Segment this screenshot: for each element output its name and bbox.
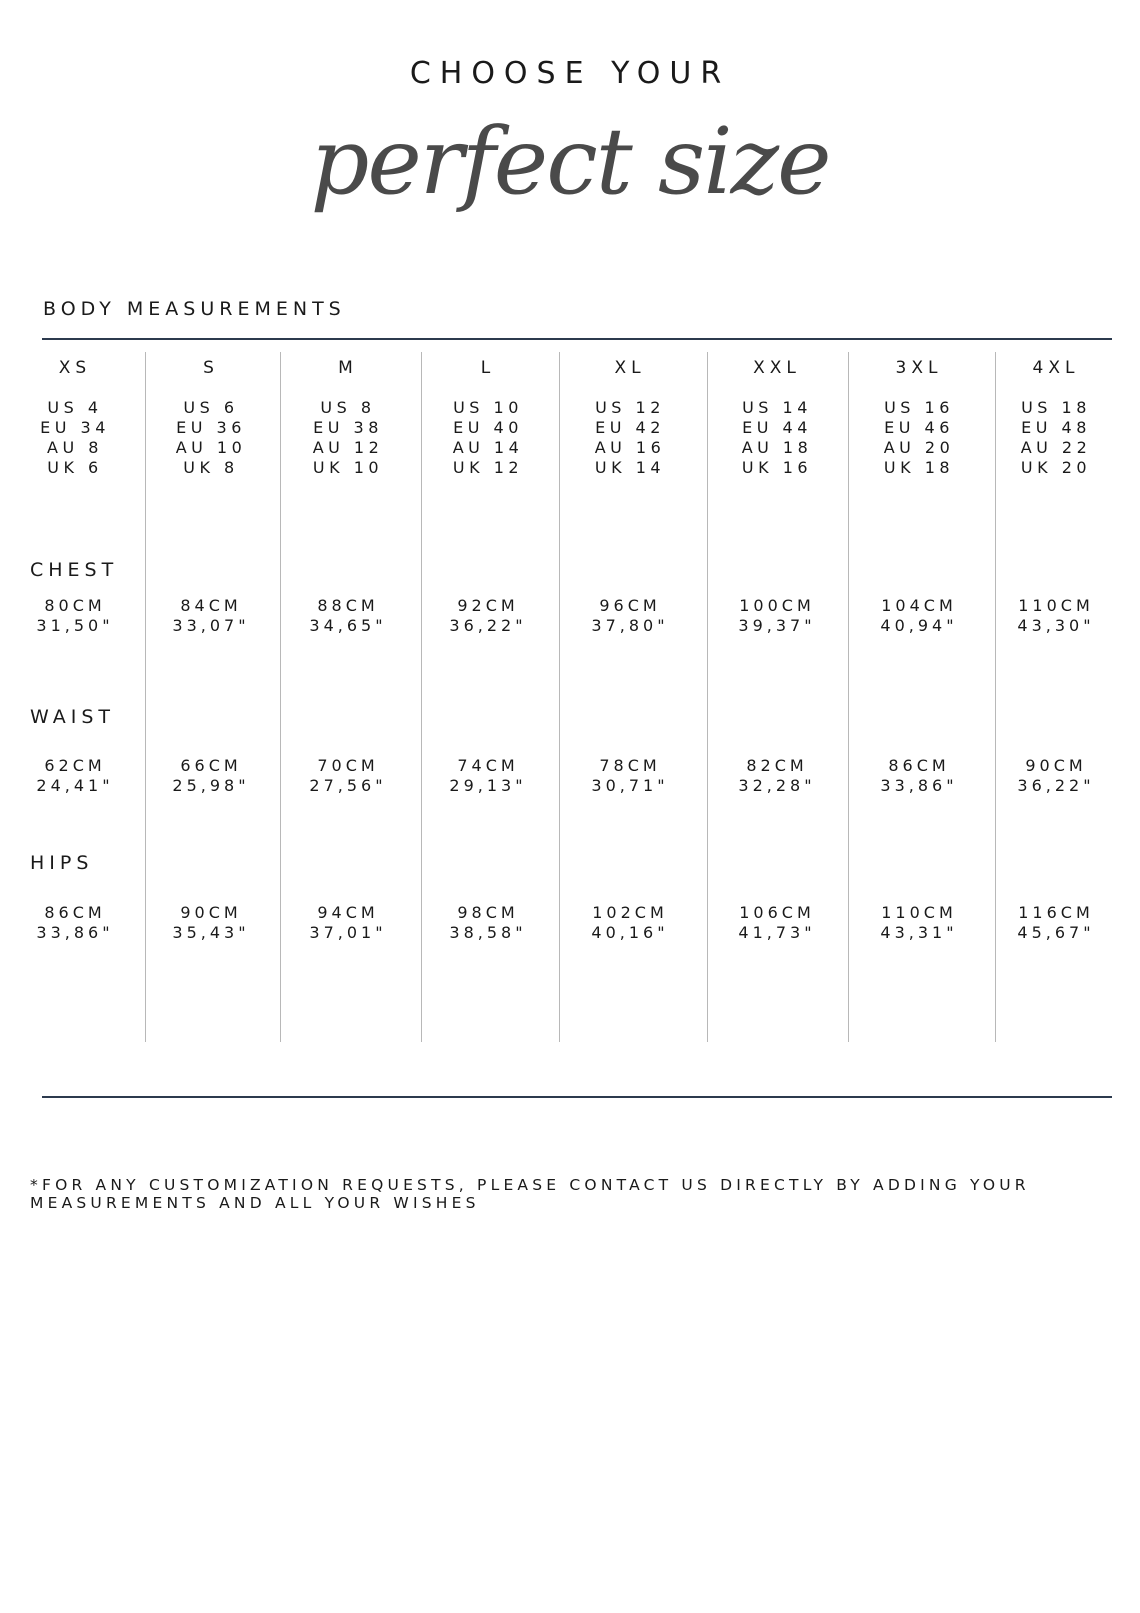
hips-cm: 102CM xyxy=(592,903,668,922)
waist-in: 24,41" xyxy=(36,776,114,795)
waist-in: 32,28" xyxy=(738,776,816,795)
waist-cm: 78CM xyxy=(599,756,661,775)
size-column xyxy=(560,352,700,1042)
waist-in: 36,22" xyxy=(1017,776,1095,795)
size-eu: EU 34 xyxy=(40,418,110,437)
size-uk: UK 14 xyxy=(594,458,666,477)
hips-in: 41,73" xyxy=(738,923,816,942)
hips-in: 40,16" xyxy=(591,923,669,942)
size-column xyxy=(849,352,989,1042)
row-label-waist: WAIST xyxy=(30,706,116,728)
chest-cm: 100CM xyxy=(739,596,815,615)
top-rule xyxy=(42,338,1112,340)
hips-cm: 110CM xyxy=(881,903,957,922)
size-conversions xyxy=(849,398,989,478)
size-eu: EU 44 xyxy=(742,418,812,437)
size-name: XS xyxy=(58,358,92,378)
waist-cm: 74CM xyxy=(457,756,519,775)
waist-in: 30,71" xyxy=(591,776,669,795)
hips-in: 43,31" xyxy=(880,923,958,942)
size-conversions xyxy=(422,398,554,478)
hips-cm: 98CM xyxy=(457,903,519,922)
chest-in: 37,80" xyxy=(591,616,669,635)
chest-in: 43,30" xyxy=(1017,616,1095,635)
size-conversions xyxy=(560,398,700,478)
chest-in: 33,07" xyxy=(172,616,250,635)
size-au: AU 8 xyxy=(47,438,103,457)
title-perfect-size: perfect size xyxy=(310,108,830,215)
chest-in: 34,65" xyxy=(309,616,387,635)
footnote: *FOR ANY CUSTOMIZATION REQUESTS, PLEASE CONTACT US DIRECTLY BY ADDING YOUR MEASUREMENTS AND ALL YOUR WISHES xyxy=(30,1176,1030,1212)
size-au: AU 10 xyxy=(175,438,247,457)
hips-cm: 86CM xyxy=(44,903,106,922)
waist-in: 29,13" xyxy=(449,776,527,795)
hips-in: 35,43" xyxy=(172,923,250,942)
waist-in: 25,98" xyxy=(172,776,250,795)
chest-cm: 88CM xyxy=(317,596,379,615)
waist-cm: 62CM xyxy=(44,756,106,775)
size-uk: UK 12 xyxy=(452,458,524,477)
size-uk: UK 20 xyxy=(1020,458,1092,477)
size-us: US 12 xyxy=(595,398,665,417)
size-us: US 4 xyxy=(47,398,103,417)
waist-cm: 66CM xyxy=(180,756,242,775)
size-us: US 16 xyxy=(884,398,954,417)
size-au: AU 14 xyxy=(452,438,524,457)
size-name: XXL xyxy=(753,358,801,378)
size-conversions xyxy=(25,398,125,478)
waist-cm: 86CM xyxy=(888,756,950,775)
chest-in: 39,37" xyxy=(738,616,816,635)
size-conversions xyxy=(146,398,276,478)
waist-cm: 70CM xyxy=(317,756,379,775)
size-au: AU 16 xyxy=(594,438,666,457)
size-uk: UK 6 xyxy=(47,458,103,477)
hips-cm: 90CM xyxy=(180,903,242,922)
size-conversions xyxy=(281,398,415,478)
size-name: L xyxy=(480,358,496,378)
chest-cm: 96CM xyxy=(599,596,661,615)
size-conversions xyxy=(708,398,846,478)
waist-in: 27,56" xyxy=(309,776,387,795)
hips-cm: 106CM xyxy=(739,903,815,922)
row-label-hips: HIPS xyxy=(30,852,94,874)
size-name: 4XL xyxy=(1032,358,1080,378)
bottom-rule xyxy=(42,1096,1112,1098)
size-uk: UK 16 xyxy=(741,458,813,477)
size-au: AU 18 xyxy=(741,438,813,457)
size-column xyxy=(996,352,1116,1042)
hips-cm: 94CM xyxy=(317,903,379,922)
title-choose-your: CHOOSE YOUR xyxy=(409,56,731,91)
hips-in: 37,01" xyxy=(309,923,387,942)
hips-in: 33,86" xyxy=(36,923,114,942)
size-us: US 18 xyxy=(1021,398,1091,417)
size-uk: UK 18 xyxy=(883,458,955,477)
chest-in: 31,50" xyxy=(36,616,114,635)
chest-cm: 110CM xyxy=(1018,596,1094,615)
hips-cm: 116CM xyxy=(1018,903,1094,922)
size-column xyxy=(708,352,846,1042)
size-us: US 10 xyxy=(453,398,523,417)
row-label-chest: CHEST xyxy=(30,559,119,581)
size-eu: EU 36 xyxy=(176,418,246,437)
size-column xyxy=(422,352,554,1042)
chest-cm: 104CM xyxy=(881,596,957,615)
hips-in: 38,58" xyxy=(449,923,527,942)
size-name: M xyxy=(338,358,358,378)
waist-cm: 82CM xyxy=(746,756,808,775)
size-eu: EU 48 xyxy=(1021,418,1091,437)
chest-cm: 84CM xyxy=(180,596,242,615)
size-au: AU 20 xyxy=(883,438,955,457)
size-eu: EU 42 xyxy=(595,418,665,437)
size-column xyxy=(146,352,276,1042)
chest-in: 40,94" xyxy=(880,616,958,635)
size-uk: UK 8 xyxy=(183,458,239,477)
size-conversions xyxy=(996,398,1116,478)
size-eu: EU 46 xyxy=(884,418,954,437)
chest-cm: 92CM xyxy=(457,596,519,615)
size-name: XL xyxy=(614,358,646,378)
size-name: S xyxy=(203,358,219,378)
size-uk: UK 10 xyxy=(312,458,384,477)
chest-cm: 80CM xyxy=(44,596,106,615)
size-au: AU 22 xyxy=(1020,438,1092,457)
size-au: AU 12 xyxy=(312,438,384,457)
hips-in: 45,67" xyxy=(1017,923,1095,942)
size-eu: EU 38 xyxy=(313,418,383,437)
section-label-body-measurements: BODY MEASUREMENTS xyxy=(43,298,346,320)
size-us: US 6 xyxy=(183,398,239,417)
size-column xyxy=(281,352,415,1042)
size-us: US 8 xyxy=(320,398,376,417)
chest-in: 36,22" xyxy=(449,616,527,635)
size-name: 3XL xyxy=(895,358,943,378)
size-column xyxy=(25,352,125,1042)
waist-cm: 90CM xyxy=(1025,756,1087,775)
waist-in: 33,86" xyxy=(880,776,958,795)
size-eu: EU 40 xyxy=(453,418,523,437)
size-us: US 14 xyxy=(742,398,812,417)
